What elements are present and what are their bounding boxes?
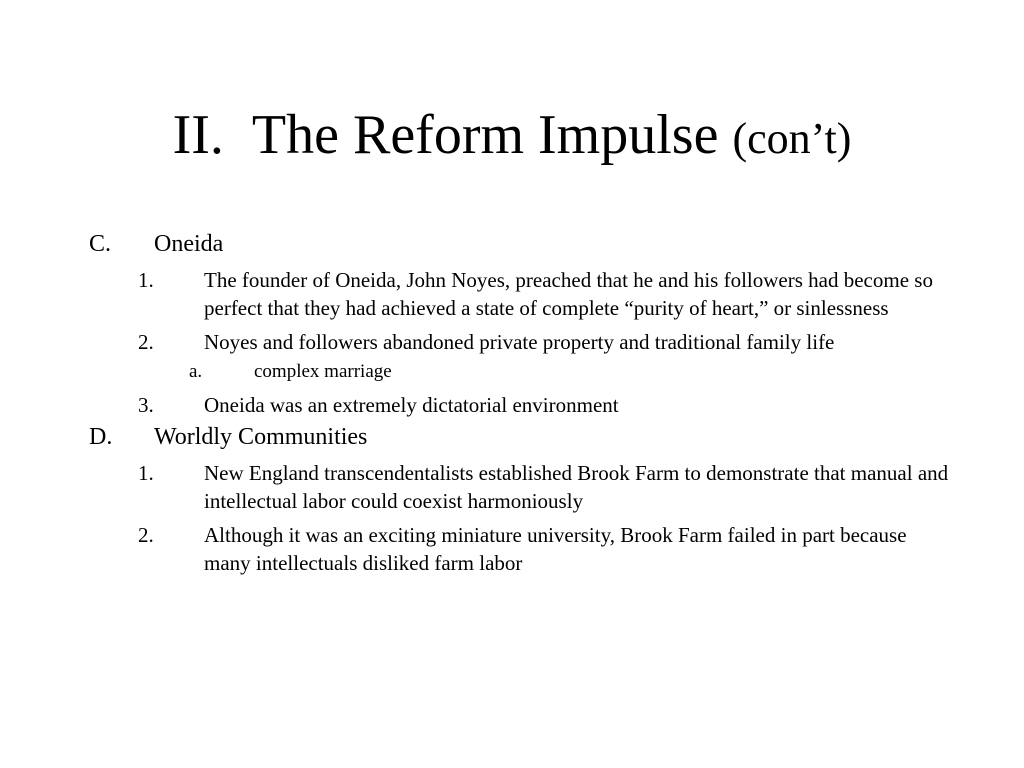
- outline: [0, 226, 1024, 577]
- item-marker: 1.: [138, 268, 154, 292]
- subitem-marker: a.: [189, 361, 203, 382]
- section-label: Oneida: [154, 231, 224, 257]
- section-label: Worldly Communities: [154, 424, 368, 450]
- section-heading: [0, 421, 1024, 453]
- item-text: New England transcendentalists established Brook Farm to demonstrate that manual and intellectual labor could coexist harmoniously: [204, 461, 949, 513]
- item-text: Oneida was an extremely dictatorial environment: [204, 393, 619, 417]
- section-marker: C.: [89, 231, 112, 257]
- item-marker: 3.: [138, 393, 154, 417]
- title-suffix: (con’t): [732, 114, 852, 163]
- subitem-text: complex marriage: [254, 361, 392, 382]
- item-text: Noyes and followers abandoned private property and traditional family life: [204, 330, 835, 354]
- item-marker: 2.: [138, 330, 154, 354]
- list-item: [0, 266, 1024, 322]
- item-marker: 1.: [138, 461, 154, 485]
- item-text: The founder of Oneida, John Noyes, preached that he and his followers had become so perfect that they had achieved a state of complete “purity of heart,” or sinlessness: [204, 268, 933, 320]
- list-item: [0, 459, 1024, 515]
- list-item: [0, 391, 1024, 419]
- sub-list-item: [0, 359, 1024, 385]
- item-text: Although it was an exciting miniature university, Brook Farm failed in part because many intellectuals disliked farm labor: [204, 523, 907, 575]
- title-number: II.: [172, 104, 224, 166]
- title-main: The Reform Impulse: [251, 104, 719, 166]
- section-heading: [0, 228, 1024, 260]
- slide-title: [0, 100, 1024, 174]
- item-marker: 2.: [138, 523, 154, 547]
- section-marker: D.: [89, 424, 113, 450]
- list-item: [0, 521, 1024, 577]
- list-item: [0, 328, 1024, 356]
